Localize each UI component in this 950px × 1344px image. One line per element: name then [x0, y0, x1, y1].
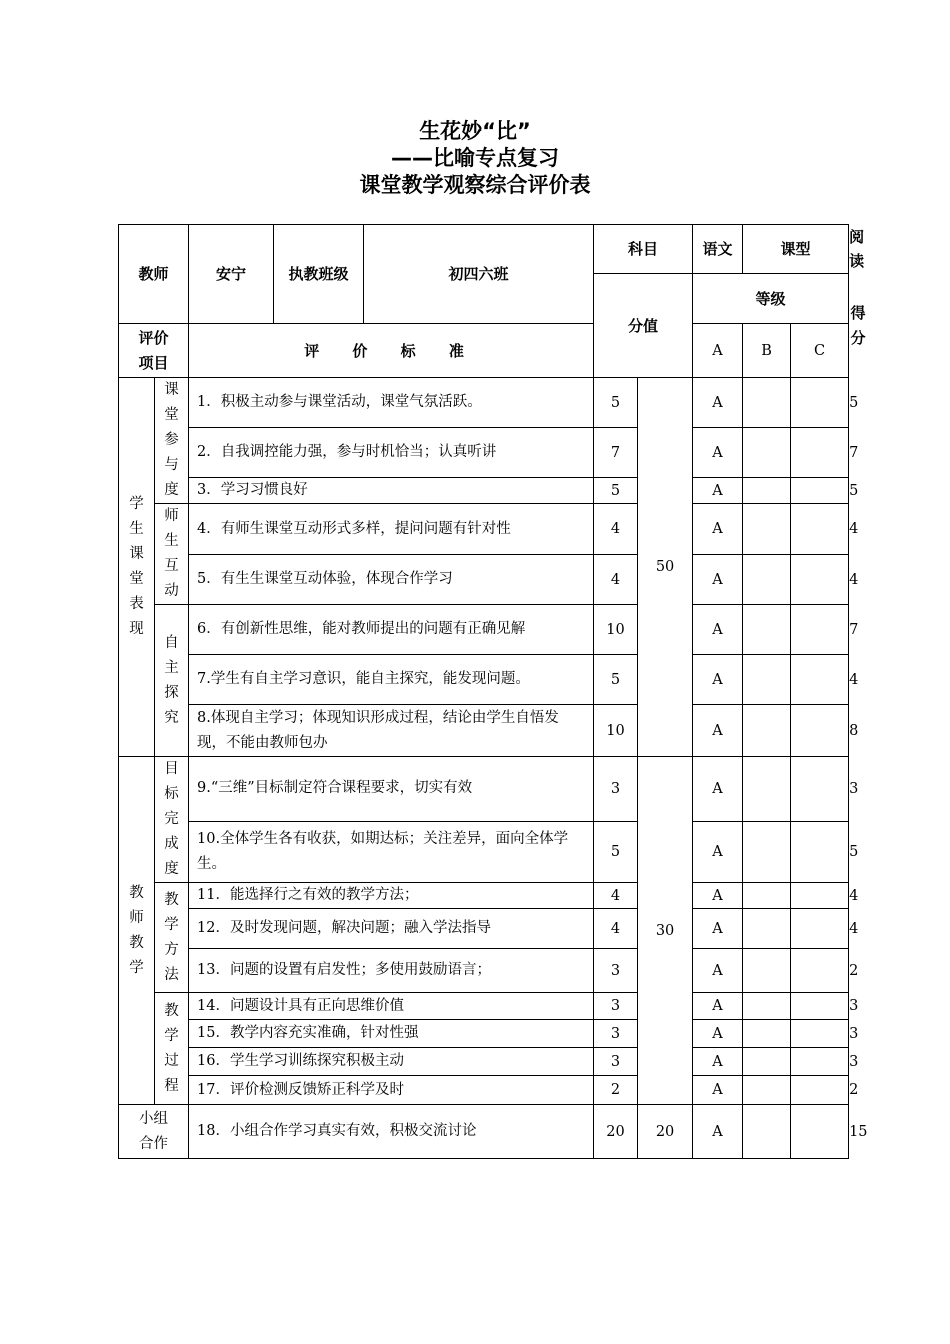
criterion-points: 4	[594, 909, 638, 949]
criterion-text: 18．小组合作学习真实有效，积极交流讨论	[189, 1105, 594, 1159]
criterion-text: 11．能选择行之有效的教学方法；	[189, 883, 594, 909]
class-label: 执教班级	[274, 225, 364, 324]
grade-b-cell	[743, 555, 791, 605]
grade-c-cell	[791, 478, 849, 504]
title-line-1: 生花妙“比”	[419, 119, 531, 143]
group-total: 50	[638, 378, 693, 757]
grade-a-header: A	[693, 324, 743, 378]
grade-a-cell: A	[693, 1048, 743, 1076]
table-row: 教师教学 目标完成度 9.“三维”目标制定符合课程要求，切实有效 3 30 A 3	[119, 757, 849, 822]
grade-a-cell: A	[693, 993, 743, 1020]
grade-b-cell	[743, 378, 791, 428]
table-row: 15．教学内容充实准确，针对性强 3 A 3	[119, 1020, 849, 1048]
title-line-2: ——比喻专点复习	[391, 146, 559, 170]
grade-a-cell: A	[693, 378, 743, 428]
grade-a-cell: A	[693, 949, 743, 993]
grade-b-cell	[743, 1048, 791, 1076]
teacher-label: 教师	[119, 225, 189, 324]
grade-c-cell	[791, 1020, 849, 1048]
grade-c-cell	[791, 428, 849, 478]
criterion-text: 5．有生生课堂互动体验，体现合作学习	[189, 555, 594, 605]
grade-c-cell	[791, 378, 849, 428]
grade-a-cell: A	[693, 883, 743, 909]
criterion-points: 3	[594, 993, 638, 1020]
grade-b-cell	[743, 909, 791, 949]
table-row: 13．问题的设置有启发性；多使用鼓励语言； 3 A 2	[119, 949, 849, 993]
criterion-points: 4	[594, 883, 638, 909]
subgroup-process: 教学过程	[155, 993, 189, 1105]
group-cooperation: 小组合作	[119, 1105, 189, 1159]
grade-b-cell	[743, 478, 791, 504]
grade-c-cell	[791, 605, 849, 655]
criterion-points: 3	[594, 949, 638, 993]
criterion-text: 4．有师生课堂互动形式多样，提问问题有针对性	[189, 504, 594, 555]
criterion-points: 5	[594, 821, 638, 883]
grade-b-cell	[743, 1076, 791, 1105]
subgroup-goal: 目标完成度	[155, 757, 189, 883]
grade-a-cell: A	[693, 757, 743, 822]
criteria-label: 评 价 标 准	[189, 324, 594, 378]
table-row: 2．自我调控能力强，参与时机恰当；认真听讲 7 A 7	[119, 428, 849, 478]
table-row: 8.体现自主学习；体现知识形成过程，结论由学生自悟发现，不能由教师包办 10 A 8	[119, 705, 849, 757]
teacher-name: 安宁	[189, 225, 274, 324]
subgroup-method: 教学方法	[155, 883, 189, 993]
grade-b-cell	[743, 655, 791, 705]
grade-a-cell: A	[693, 478, 743, 504]
criterion-points: 3	[594, 1020, 638, 1048]
table-row: 教学方法 11．能选择行之有效的教学方法； 4 A 4	[119, 883, 849, 909]
grade-c-cell	[791, 555, 849, 605]
criterion-text: 8.体现自主学习；体现知识形成过程，结论由学生自悟发现，不能由教师包办	[189, 705, 594, 757]
table-row: 师生互动 4．有师生课堂互动形式多样，提问问题有针对性 4 A 4	[119, 504, 849, 555]
criterion-text: 14．问题设计具有正向思维价值	[189, 993, 594, 1020]
grade-b-cell	[743, 428, 791, 478]
grade-c-cell	[791, 1105, 849, 1159]
grade-a-cell: A	[693, 1076, 743, 1105]
criterion-points: 3	[594, 757, 638, 822]
criterion-points: 4	[594, 504, 638, 555]
grade-a-cell: A	[693, 1020, 743, 1048]
grade-c-cell	[791, 1048, 849, 1076]
grade-b-cell	[743, 757, 791, 822]
criterion-points: 5	[594, 378, 638, 428]
criterion-text: 15．教学内容充实准确，针对性强	[189, 1020, 594, 1048]
grade-b-cell	[743, 504, 791, 555]
criterion-text: 16．学生学习训练探究积极主动	[189, 1048, 594, 1076]
grade-c-cell	[791, 705, 849, 757]
criterion-text: 17．评价检测反馈矫正科学及时	[189, 1076, 594, 1105]
criterion-text: 6．有创新性思维，能对教师提出的问题有正确见解	[189, 605, 594, 655]
grade-a-cell: A	[693, 428, 743, 478]
grade-c-header: C	[791, 324, 849, 378]
score-value-label: 分值	[594, 274, 693, 378]
grade-a-cell: A	[693, 705, 743, 757]
criterion-points: 20	[594, 1105, 638, 1159]
grade-b-cell	[743, 949, 791, 993]
grade-b-cell	[743, 705, 791, 757]
grade-c-cell	[791, 993, 849, 1020]
criterion-points: 10	[594, 705, 638, 757]
table-row: 学生课堂表现 课堂参与度 1．积极主动参与课堂活动，课堂气氛活跃。 5 50 A 5	[119, 378, 849, 428]
criterion-points: 3	[594, 1048, 638, 1076]
table-row: 自主探究 6．有创新性思维，能对教师提出的问题有正确见解 10 A 7	[119, 605, 849, 655]
subgroup-self-inquiry: 自主探究	[155, 605, 189, 757]
grade-c-cell	[791, 655, 849, 705]
grade-b-cell	[743, 605, 791, 655]
grade-b-cell	[743, 993, 791, 1020]
group-total: 20	[638, 1105, 693, 1159]
grade-c-cell	[791, 883, 849, 909]
table-row: 12．及时发现问题，解决问题；融入学法指导 4 A 4	[119, 909, 849, 949]
type-label: 课型	[743, 225, 849, 274]
criterion-points: 7	[594, 428, 638, 478]
grade-c-cell	[791, 504, 849, 555]
document-title	[0, 118, 950, 199]
table-row: 教学过程 14．问题设计具有正向思维价值 3 A 3	[119, 993, 849, 1020]
grade-label: 等级	[693, 274, 849, 324]
grade-a-cell: A	[693, 605, 743, 655]
grade-c-cell	[791, 821, 849, 883]
grade-a-cell: A	[693, 821, 743, 883]
grade-a-cell: A	[693, 655, 743, 705]
grade-b-cell	[743, 821, 791, 883]
criterion-points: 2	[594, 1076, 638, 1105]
criterion-text: 1．积极主动参与课堂活动，课堂气氛活跃。	[189, 378, 594, 428]
table-row: 10.全体学生各有收获，如期达标；关注差异，面向全体学生。 5 A 5	[119, 821, 849, 883]
table-row: 16．学生学习训练探究积极主动 3 A 3	[119, 1048, 849, 1076]
title-line-3: 课堂教学观察综合评价表	[359, 173, 591, 197]
grade-a-cell: A	[693, 555, 743, 605]
criterion-text: 10.全体学生各有收获，如期达标；关注差异，面向全体学生。	[189, 821, 594, 883]
criterion-points: 4	[594, 555, 638, 605]
grade-c-cell	[791, 1076, 849, 1105]
grade-a-cell: A	[693, 909, 743, 949]
table-row: 7.学生有自主学习意识，能自主探究，能发现问题。 5 A 4	[119, 655, 849, 705]
evaluation-table	[118, 224, 868, 1159]
criterion-points: 10	[594, 605, 638, 655]
criterion-text: 3．学习习惯良好	[189, 478, 594, 504]
table-row: 5．有生生课堂互动体验，体现合作学习 4 A 4	[119, 555, 849, 605]
criterion-text: 7.学生有自主学习意识，能自主探究，能发现问题。	[189, 655, 594, 705]
grade-b-cell	[743, 1105, 791, 1159]
group-teacher: 教师教学	[119, 757, 155, 1105]
grade-b-cell	[743, 883, 791, 909]
subject-label: 科目	[594, 225, 693, 274]
grade-c-cell	[791, 757, 849, 822]
criterion-points: 5	[594, 655, 638, 705]
header-row-2: 分值 等级 得分	[119, 274, 849, 324]
criterion-text: 13．问题的设置有启发性；多使用鼓励语言；	[189, 949, 594, 993]
item-label: 评价项目	[119, 324, 189, 378]
subgroup-interaction: 师生互动	[155, 504, 189, 605]
header-row-1: 教师 安宁 执教班级 初四六班 科目 语文 课型 阅读	[119, 225, 849, 274]
table-row: 17．评价检测反馈矫正科学及时 2 A 2	[119, 1076, 849, 1105]
group-student: 学生课堂表现	[119, 378, 155, 757]
grade-a-cell: A	[693, 1105, 743, 1159]
grade-c-cell	[791, 909, 849, 949]
grade-b-cell	[743, 1020, 791, 1048]
grade-c-cell	[791, 949, 849, 993]
criterion-text: 9.“三维”目标制定符合课程要求，切实有效	[189, 757, 594, 822]
grade-b-header: B	[743, 324, 791, 378]
subject-value: 语文	[693, 225, 743, 274]
criterion-text: 12．及时发现问题，解决问题；融入学法指导	[189, 909, 594, 949]
table-row: 小组合作 18．小组合作学习真实有效，积极交流讨论 20 20 A 15	[119, 1105, 849, 1159]
group-total: 30	[638, 757, 693, 1105]
criterion-text: 2．自我调控能力强，参与时机恰当；认真听讲	[189, 428, 594, 478]
class-name: 初四六班	[364, 225, 594, 324]
grade-a-cell: A	[693, 504, 743, 555]
subgroup-participation: 课堂参与度	[155, 378, 189, 504]
table-row: 3．学习习惯良好 5 A 5	[119, 478, 849, 504]
criterion-points: 5	[594, 478, 638, 504]
